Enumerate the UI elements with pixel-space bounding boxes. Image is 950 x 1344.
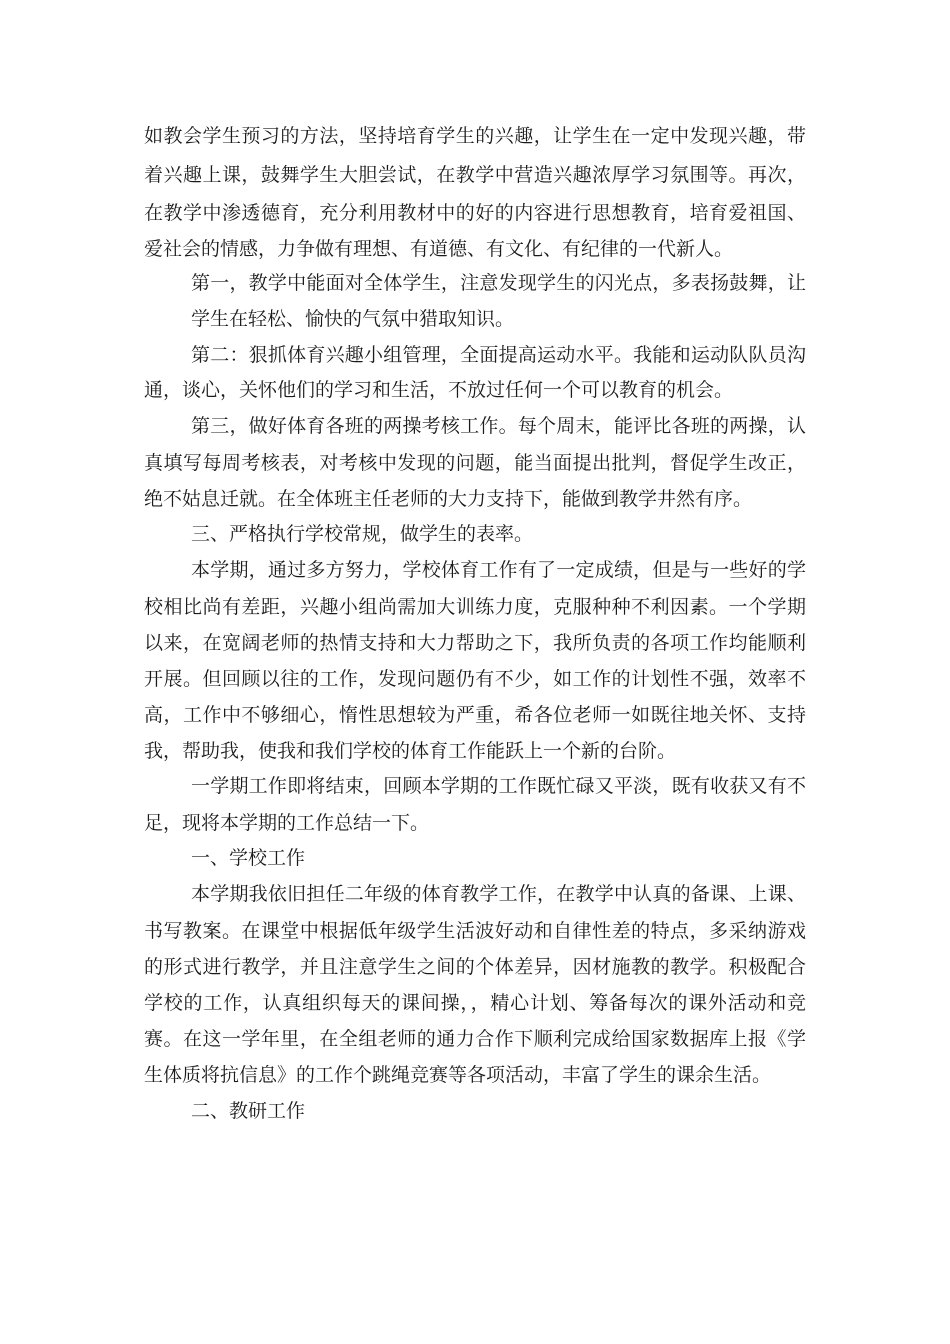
section-heading: 一、学校工作 — [191, 847, 306, 869]
text-line: 如教会学生预习的方法，坚持培育学生的兴趣，让学生在一定中发现兴趣，带 — [144, 125, 806, 147]
text-line: 的形式进行教学，并且注意学生之间的个体差异，因材施教的教学。积极配合 — [144, 956, 806, 978]
section-heading: 三、严格执行学校常规，做学生的表率。 — [191, 523, 534, 545]
text-line: 在教学中渗透德育，充分利用教材中的好的内容进行思想教育，培育爱祖国、 — [144, 202, 806, 224]
text-line: 绝不姑息迁就。在全体班主任老师的大力支持下，能做到教学井然有序。 — [144, 488, 753, 510]
text-line: 生体质将抗信息》的工作个跳绳竞赛等各项活动，丰富了学生的课余生活。 — [144, 1064, 772, 1086]
text-line: 通，谈心，关怀他们的学习和生活，不放过任何一个可以教育的机会。 — [144, 379, 734, 401]
paragraph-first-line: 第三，做好体育各班的两操考核工作。每个周末，能评比各班的两操，认 — [191, 415, 806, 437]
paragraph-first-line: 本学期，通过多方努力，学校体育工作有了一定成绩，但是与一些好的学 — [191, 559, 806, 581]
paragraph-first-line: 本学期我依旧担任二年级的体育教学工作，在教学中认真的备课、上课、 — [191, 883, 806, 905]
text-line: 赛。在这一学年里，在全组老师的通力合作下顺利完成给国家数据库上报《学 — [144, 1028, 806, 1050]
text-line: 足，现将本学期的工作总结一下。 — [144, 812, 430, 834]
paragraph-first-line: 第二：狠抓体育兴趣小组管理，全面提高运动水平。我能和运动队队员沟 — [191, 344, 806, 366]
paragraph-first-line: 一学期工作即将结束，回顾本学期的工作既忙碌又平淡，既有收获又有不 — [191, 775, 806, 797]
section-heading: 二、教研工作 — [191, 1100, 306, 1122]
text-line: 我，帮助我，使我和我们学校的体育工作能跃上一个新的台阶。 — [144, 740, 677, 762]
text-line: 书写教案。在课堂中根据低年级学生活波好动和自律性差的特点，多采纳游戏 — [144, 920, 806, 942]
text-line: 以来，在宽阔老师的热情支持和大力帮助之下，我所负责的各项工作均能顺利 — [144, 632, 806, 654]
text-line: 校相比尚有差距，兴趣小组尚需加大训练力度，克服种种不利因素。一个学期 — [144, 596, 806, 618]
text-line: 高，工作中不够细心，惰性思想较为严重，希各位老师一如既往地关怀、支持 — [144, 704, 806, 726]
text-line: 真填写每周考核表，对考核中发现的问题，能当面提出批判，督促学生改正， — [144, 452, 806, 474]
text-line: 着兴趣上课，鼓舞学生大胆尝试，在教学中营造兴趣浓厚学习氛围等。再次， — [144, 164, 806, 186]
text-line: 开展。但回顾以往的工作，发现问题仍有不少，如工作的计划性不强，效率不 — [144, 668, 806, 690]
text-line: 爱社会的情感，力争做有理想、有道德、有文化、有纪律的一代新人。 — [144, 238, 734, 260]
paragraph-first-line: 第一，教学中能面对全体学生，注意发现学生的闪光点，多表扬鼓舞，让 — [191, 272, 806, 294]
text-line: 学生在轻松、愉快的气氛中猎取知识。 — [191, 308, 515, 330]
text-line: 学校的工作，认真组织每天的课间操，，精心计划、筹备每次的课外活动和竞 — [144, 992, 806, 1014]
